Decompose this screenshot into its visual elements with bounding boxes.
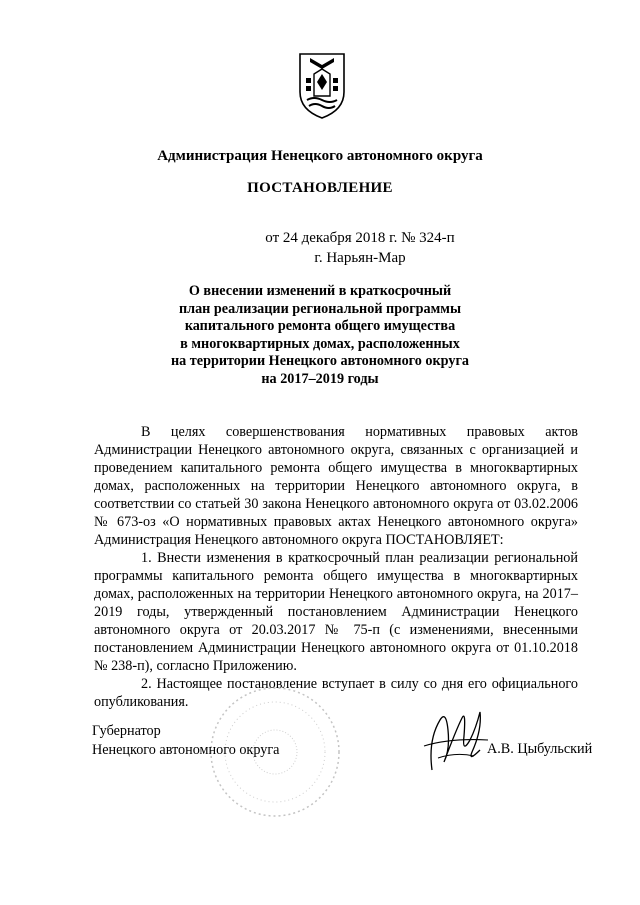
signatory-title-line: Губернатор [92, 723, 161, 739]
subject-line: на территории Ненецкого автономного округа [170, 353, 470, 369]
handwritten-signature [410, 700, 500, 780]
document-city: г. Нарьян-Мар [314, 250, 406, 266]
signatory-title-line: Ненецкого автономного округа [92, 742, 280, 758]
body-paragraph: 2. Настоящее постановление вступает в силу со дня его официального опубликования. [94, 676, 578, 710]
document-subject [0, 283, 640, 388]
subject-line: план реализации региональной программы [178, 300, 462, 317]
subject-line: на 2017–2019 годы [261, 370, 379, 387]
body-paragraph: 1. Внести изменения в краткосрочный план реализации региональной программы капитального ремонта общего имущества в многоквартирных домах, расположенных на территории Ненецкого автономного округа, на 2017–2019 годы, утвержденный постановлением Администрации Ненецкого автономного округа от 20.03.2017 № 75-п (с изменениями, внесенными постановлением Администрации Ненецкого автономного округа от 01.10.2018 № 238-п), согласно Приложению. [94, 550, 578, 674]
document-body [94, 423, 578, 711]
subject-line: капитального ремонта общего имущества [184, 318, 456, 334]
subject-line: О внесении изменений в краткосрочный [188, 283, 452, 299]
subject-line: в многоквартирных домах, расположенных [180, 335, 460, 352]
signatory-name: А.В. Цыбульский [487, 741, 593, 757]
organization-name: Администрация Ненецкого автономного округа [157, 148, 483, 164]
signatory-title [92, 722, 279, 760]
document-date-number: от 24 декабря 2018 г. № 324-п [265, 230, 455, 246]
coat-of-arms-icon [297, 52, 347, 120]
body-paragraph: В целях совершенствования нормативных правовых актов Администрации Ненецкого автономного округа, связанных с организацией и проведением капитального ремонта общего имущества в многоквартирных домах, расположенных на территории Ненецкого автономного округа, в соответствии со статьей 30 закона Ненецкого автономного округа от 03.02.2006 № 673-оз «О нормативных правовых актах Ненецкого автономного округа» Администрация Ненецкого автономного округа ПОСТАНОВЛЯЕТ: [94, 424, 578, 548]
document-type: ПОСТАНОВЛЕНИЕ [247, 180, 393, 196]
